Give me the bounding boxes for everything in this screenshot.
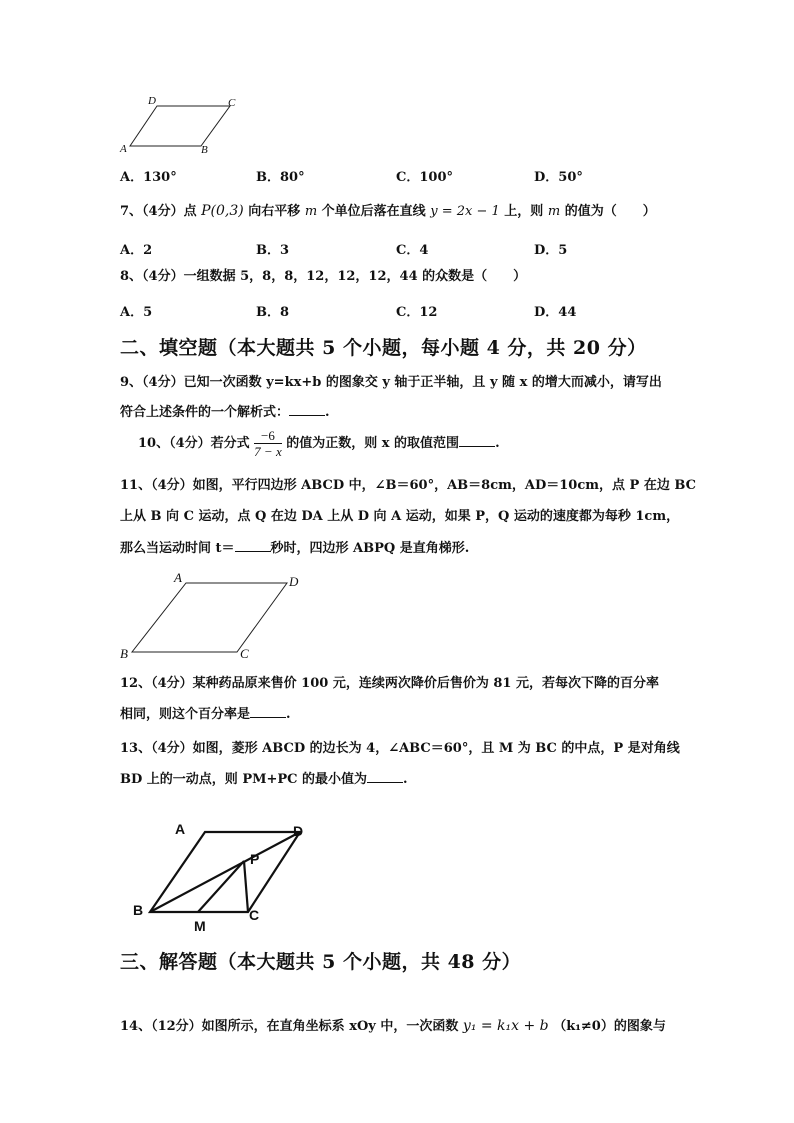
answer-blank-10[interactable] bbox=[459, 434, 495, 447]
q10-end: . bbox=[495, 436, 500, 451]
section-2-heading: 二、填空题（本大题共 5 个小题，每小题 4 分，共 20 分） bbox=[120, 337, 647, 359]
answer-blank-9[interactable] bbox=[289, 403, 325, 416]
fig3-label-c: C bbox=[249, 907, 260, 923]
q13-line2-end: . bbox=[403, 772, 408, 787]
q7-option-a: A．2 bbox=[120, 243, 153, 258]
fig3-label-b: B bbox=[133, 902, 144, 918]
q9-line2-text: 符合上述条件的一个解析式： bbox=[120, 405, 290, 420]
fig1-label-c: C bbox=[228, 97, 236, 109]
q14-condition: （k₁≠0）的图象与 bbox=[553, 1019, 666, 1034]
q14-prefix: 14、（12分）如图所示，在直角坐标系 xOy 中，一次函数 bbox=[120, 1019, 459, 1034]
section-3-heading: 三、解答题（本大题共 5 个小题，共 48 分） bbox=[120, 951, 522, 973]
fig3-label-p: P bbox=[250, 851, 260, 867]
q8-option-b: B．8 bbox=[256, 305, 290, 320]
q7-mid2: 个单位后落在直线 bbox=[321, 204, 426, 219]
q7-line: y = 2x − 1 bbox=[430, 204, 500, 219]
q6-option-b: B．80° bbox=[256, 170, 305, 185]
answer-blank-11[interactable] bbox=[235, 539, 271, 552]
question-12-line-2 bbox=[120, 705, 291, 725]
q12-line2-text: 相同，则这个百分率是 bbox=[120, 707, 251, 722]
question-13-line-1: 13、（4分）如图，菱形 ABCD 的边长为 4，∠ABC＝60°，且 M 为 BC 的中点，P 是对角线 bbox=[120, 741, 680, 756]
q6-option-c: C．100° bbox=[396, 170, 453, 185]
fig3-label-a: A bbox=[175, 821, 186, 837]
fig3-label-d: D bbox=[293, 823, 304, 839]
q8-option-c: C．12 bbox=[396, 305, 438, 320]
q7-option-c: C．4 bbox=[396, 243, 429, 258]
segment-pc bbox=[244, 861, 248, 912]
fig1-label-d: D bbox=[148, 95, 156, 107]
q7-option-b: B．3 bbox=[256, 243, 290, 258]
question-11-line-3 bbox=[120, 539, 469, 559]
parallelogram-shape-1 bbox=[130, 106, 230, 146]
question-9-line-1: 9、（4分）已知一次函数 y=kx+b 的图象交 y 轴于正半轴，且 y 随 x 的增大而减小，请写出 bbox=[120, 375, 662, 390]
question-8: 8、（4分）一组数据 5，8，8，12，12，12，44 的众数是（ ） bbox=[120, 269, 527, 284]
question-7 bbox=[120, 201, 656, 222]
answer-blank-13[interactable] bbox=[367, 770, 403, 783]
q7-m-2: m bbox=[547, 204, 561, 219]
q10-numerator: −6 bbox=[254, 428, 282, 444]
fig2-label-a: A bbox=[174, 570, 182, 585]
fig1-label-a: A bbox=[120, 143, 127, 155]
q14-function: y₁ = k₁x + b bbox=[462, 1018, 549, 1034]
fig2-label-d: D bbox=[289, 574, 299, 589]
segment-pm bbox=[198, 861, 244, 912]
q11-line3-end: 秒时，四边形 ABPQ 是直角梯形. bbox=[270, 541, 470, 556]
question-12-line-1: 12、（4分）某种药品原来售价 100 元，连续两次降价后售价为 81 元，若每次下降的百分率 bbox=[120, 676, 659, 691]
q10-fraction bbox=[254, 428, 282, 459]
q10-suffix: 的值为正数，则 x 的取值范围 bbox=[286, 436, 460, 451]
q11-line3-text: 那么当运动时间 t＝ bbox=[120, 541, 235, 556]
rhombus-shape bbox=[150, 832, 300, 912]
fig2-label-b: B bbox=[120, 646, 128, 661]
fig2-label-c: C bbox=[240, 646, 249, 661]
question-11-line-2: 上从 B 向 C 运动，点 Q 在边 DA 上从 D 向 A 运动，如果 P，Q 运动的速度都为每秒 1cm， bbox=[120, 509, 680, 524]
answer-blank-12[interactable] bbox=[250, 705, 286, 718]
q7-option-d: D．5 bbox=[534, 243, 568, 258]
q7-point: P(0,3) bbox=[201, 203, 244, 219]
fig1-label-b: B bbox=[201, 144, 208, 156]
q9-line2-end: . bbox=[325, 405, 330, 420]
diagonal-bd bbox=[150, 832, 300, 912]
q7-prefix: 7、（4分）点 bbox=[120, 204, 197, 219]
q10-prefix: 10、（4分）若分式 bbox=[138, 436, 250, 451]
q10-denominator: 7 − x bbox=[254, 444, 282, 459]
q6-option-a: A．130° bbox=[120, 170, 177, 185]
q6-option-d: D．50° bbox=[534, 170, 583, 185]
fig3-label-m: M bbox=[194, 918, 206, 934]
q7-mid3: 上，则 bbox=[504, 204, 544, 219]
q13-line2-text: BD 上的一动点，则 PM+PC 的最小值为 bbox=[120, 772, 368, 787]
q12-line2-end: . bbox=[286, 707, 291, 722]
question-10 bbox=[138, 428, 500, 459]
parallelogram-shape-2 bbox=[132, 583, 287, 652]
question-9-line-2 bbox=[120, 403, 330, 423]
q8-option-a: A．5 bbox=[120, 305, 153, 320]
q7-m: m bbox=[304, 204, 318, 219]
question-13-line-2 bbox=[120, 770, 408, 790]
question-11-line-1: 11、（4分）如图，平行四边形 ABCD 中，∠B＝60°，AB＝8cm，AD＝10cm，点 P 在边 BC bbox=[120, 478, 696, 493]
q8-option-d: D．44 bbox=[534, 305, 577, 320]
q7-suffix: 的值为（ ） bbox=[564, 204, 656, 219]
q7-mid: 向右平移 bbox=[248, 204, 301, 219]
question-14 bbox=[120, 1016, 666, 1037]
